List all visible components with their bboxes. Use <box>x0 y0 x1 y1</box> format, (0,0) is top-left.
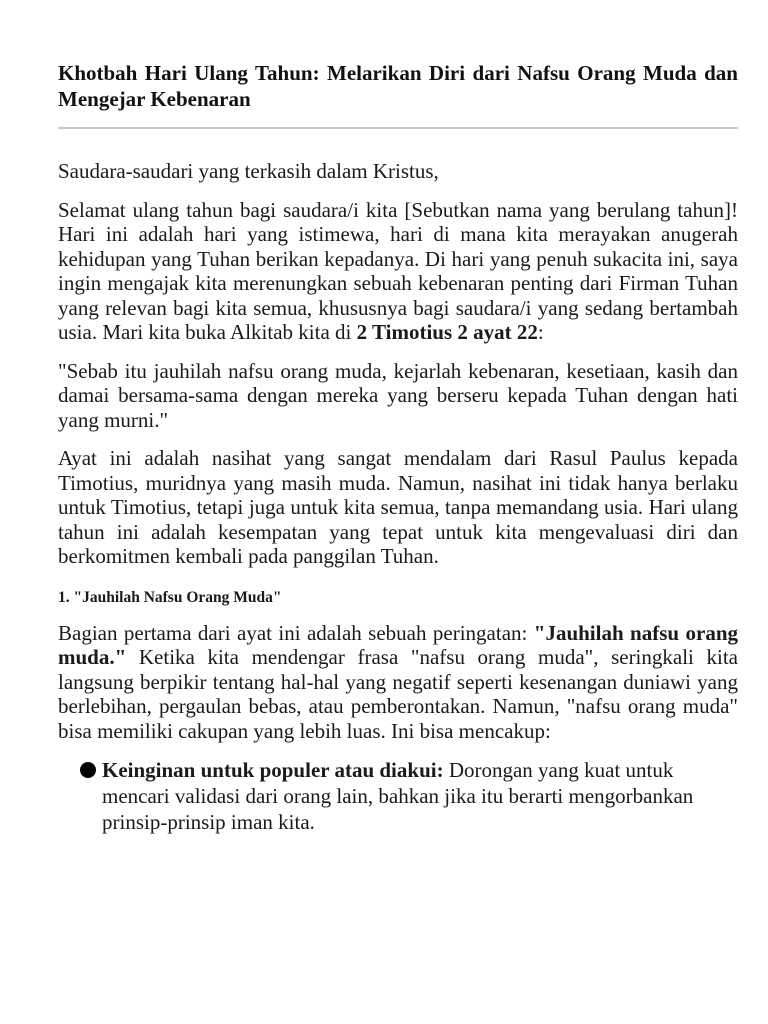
intro-end: : <box>537 320 544 344</box>
bullet-item <box>58 757 738 835</box>
bullet-label: Keinginan untuk populer atau diakui: <box>102 758 444 782</box>
section-1-lead: Bagian pertama dari ayat ini adalah sebuah peringatan: <box>58 620 534 645</box>
bullet-dot-icon <box>80 762 96 778</box>
greeting-text: Saudara-saudari yang terkasih dalam Kristus, <box>58 159 439 183</box>
section-1-heading: 1. "Jauhilah Nafsu Orang Muda" <box>58 588 282 606</box>
section-1-rest: Ketika kita mendengar frasa "nafsu orang muda", seringkali kita langsung berpikir tentang hal-hal yang negatif seperti kesenangan duniawi yang berlebihan, pergaulan bebas, atau pemberontakan. Namun, "nafsu orang muda" bisa memiliki cakupan yang lebih luas. Ini bisa mencakup: <box>58 645 738 743</box>
intro-paragraph <box>58 198 738 345</box>
paragraph-2: Ayat ini adalah nasihat yang sangat mendalam dari Rasul Paulus kepada Timotius, muridnya yang masih muda. Namun, nasihat ini tidak hanya berlaku untuk Timotius, tetapi juga untuk kita semua, tanpa memandang usia. Hari ulang tahun ini adalah kesempatan yang tepat untuk kita mengevaluasi diri dan berkomitmen kembali pada panggilan Tuhan. <box>58 446 738 568</box>
section-1-paragraph <box>58 621 738 744</box>
bullet-text: Dorongan yang kuat untuk mencari validasi dari orang lain, bahkan jika itu berarti mengorbankan prinsip-prinsip iman kita. <box>102 758 694 834</box>
section-1-emphasis: "Jauhilah nafsu orang muda." <box>58 620 738 669</box>
document-title: Khotbah Hari Ulang Tahun: Melarikan Diri dari Nafsu Orang Muda dan Mengejar Kebenaran <box>58 61 738 111</box>
scripture-reference: 2 Timotius 2 ayat 22 <box>356 320 538 344</box>
intro-text: Selamat ulang tahun bagi saudara/i kita [Sebutkan nama yang berulang tahun]! Hari ini adalah hari yang istimewa, hari di mana kita merayakan anugerah kehidupan yang Tuhan berikan kepadanya. Di hari yang penuh sukacita ini, saya ingin mengajak kita merenungkan sebuah kebenaran penting dari Firman Tuhan yang relevan bagi kita semua, khususnya bagi saudara/i yang sedang bertambah usia. Mari kita buka Alkitab kita di <box>58 197 738 344</box>
title-divider <box>58 127 738 129</box>
bullet-list <box>58 757 738 835</box>
verse-quote: "Sebab itu jauhilah nafsu orang muda, kejarlah kebenaran, kesetiaan, kasih dan damai bersama-sama dengan mereka yang berseru kepada Tuhan dengan hati yang murni." <box>58 358 738 432</box>
